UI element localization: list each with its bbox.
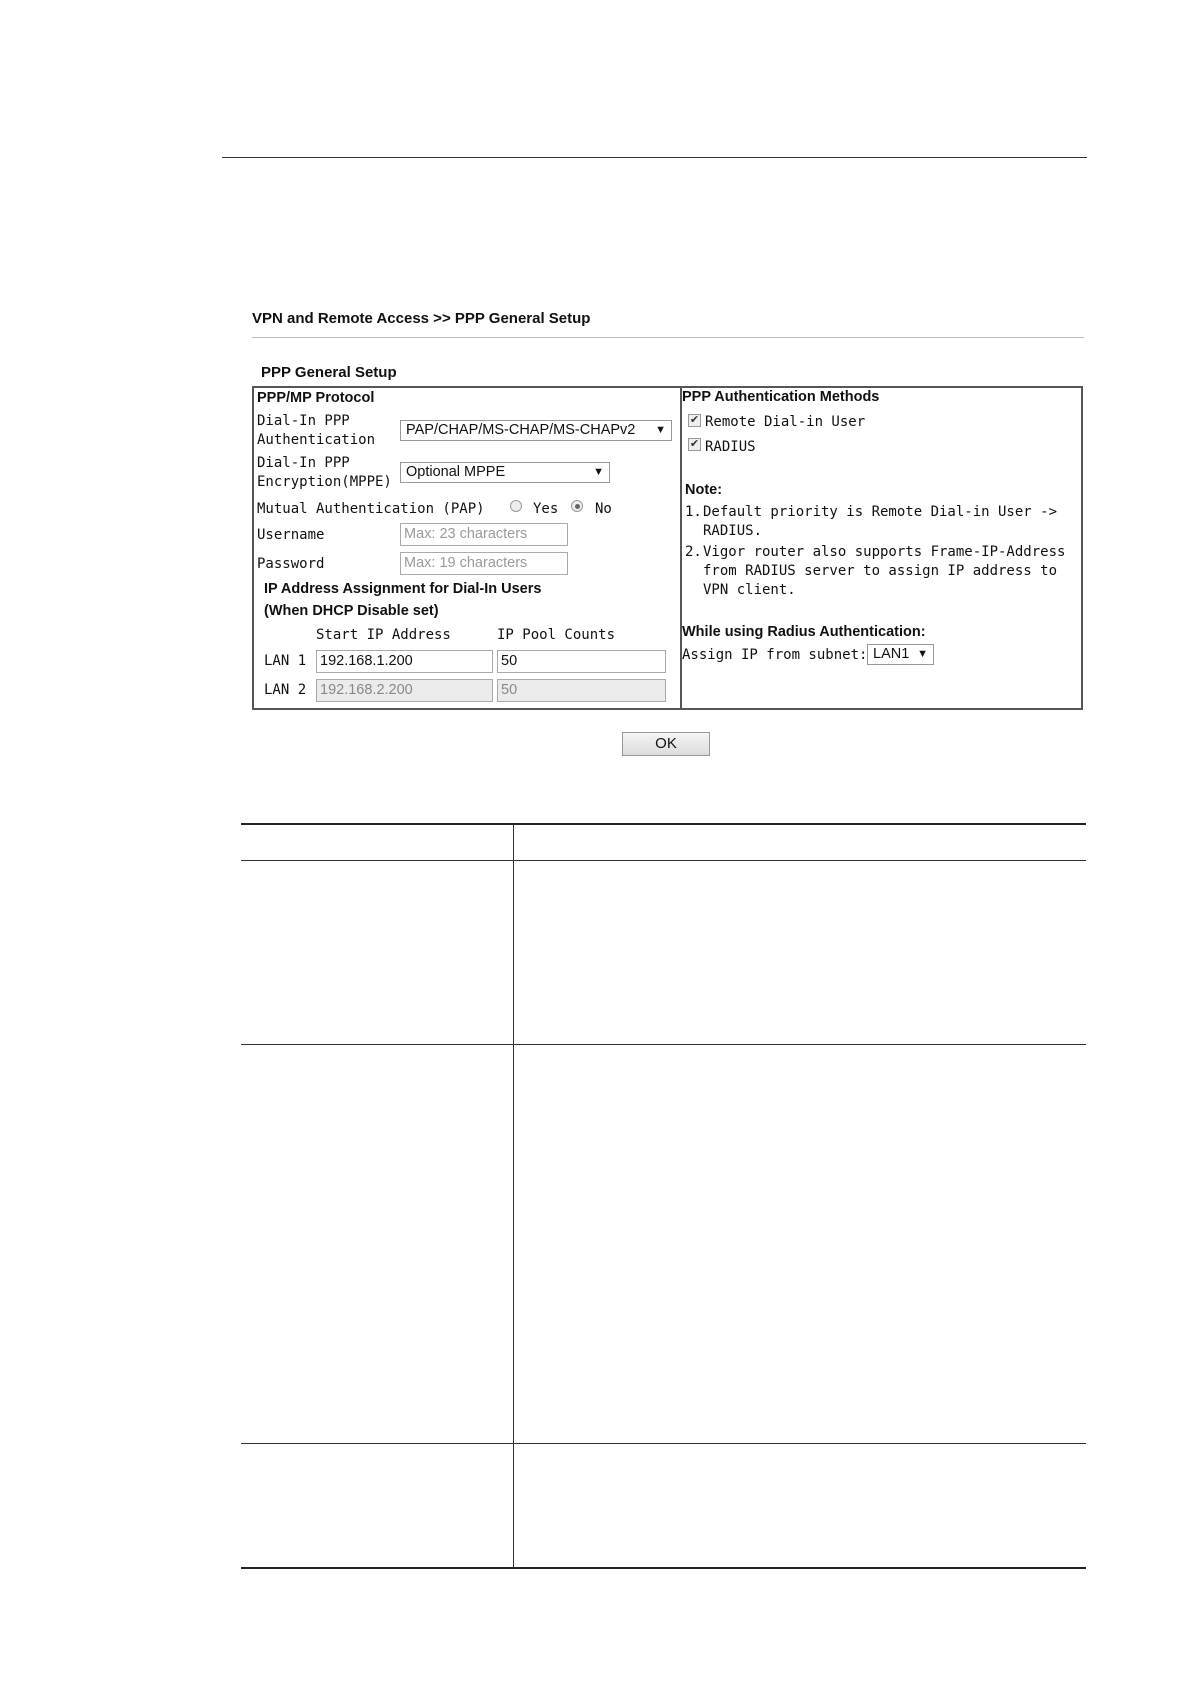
radius-label: RADIUS: [705, 439, 756, 455]
assign-subnet-select[interactable]: [867, 644, 934, 665]
page-top-rule: [222, 157, 1087, 158]
note2-line1: Vigor router also supports Frame-IP-Address: [703, 544, 1066, 560]
note2-line3: VPN client.: [703, 582, 796, 598]
note2-line2: from RADIUS server to assign IP address to: [703, 563, 1058, 579]
ok-button[interactable]: OK: [622, 732, 710, 756]
note1-number: 1.: [685, 504, 702, 520]
ppp-mp-header: PPP/MP Protocol: [257, 390, 375, 406]
mutual-auth-label: Mutual Authentication (PAP): [257, 501, 485, 517]
chevron-down-icon: ▼: [593, 466, 604, 478]
note2-number: 2.: [685, 544, 702, 560]
page-title: VPN and Remote Access >> PPP General Setup: [252, 310, 591, 327]
note1-line1: Default priority is Remote Dial-in User ->: [703, 504, 1058, 520]
dialin-enc-label-line1: Dial-In PPP: [257, 455, 350, 471]
dialin-encryption-value: Optional MPPE: [406, 464, 506, 480]
lan1-pool-count-input[interactable]: 50: [497, 650, 666, 673]
table-header-rule: [241, 860, 1086, 861]
lan2-start-ip-input: 192.168.2.200: [316, 679, 493, 702]
mutual-auth-yes-radio[interactable]: [510, 500, 522, 512]
ip-assignment-subtitle: (When DHCP Disable set): [264, 603, 439, 619]
table-row-divider-2: [241, 1443, 1086, 1444]
auth-methods-header: PPP Authentication Methods: [682, 389, 880, 405]
radius-checkbox[interactable]: ✔: [689, 438, 700, 450]
note-label: Note:: [685, 482, 723, 498]
table-bottom-rule: [241, 1567, 1086, 1569]
dialin-encryption-select[interactable]: [400, 462, 610, 483]
dialin-auth-label-line2: Authentication: [257, 432, 376, 448]
radius-auth-title: While using Radius Authentication:: [682, 624, 926, 640]
dialin-auth-select[interactable]: [400, 420, 672, 441]
username-input[interactable]: Max: 23 characters: [400, 523, 568, 546]
table-column-divider: [513, 824, 514, 1568]
dialin-auth-label-line1: Dial-In PPP: [257, 413, 350, 429]
ip-assignment-title: IP Address Assignment for Dial-In Users: [264, 581, 542, 597]
table-row-divider-1: [241, 1044, 1086, 1045]
table-top-rule: [241, 823, 1086, 825]
remote-dialin-checkbox[interactable]: ✔: [689, 414, 700, 426]
lan1-start-ip-input[interactable]: 192.168.1.200: [316, 650, 493, 673]
chevron-down-icon: ▼: [917, 648, 928, 660]
mutual-auth-no-radio[interactable]: [571, 500, 583, 512]
mutual-auth-yes-label: Yes: [533, 501, 559, 517]
remote-dialin-label: Remote Dial-in User: [705, 414, 866, 430]
dialin-auth-value: PAP/CHAP/MS-CHAP/MS-CHAPv2: [406, 422, 636, 438]
password-input[interactable]: Max: 19 characters: [400, 552, 568, 575]
section-title: PPP General Setup: [261, 364, 397, 381]
title-divider: [252, 337, 1084, 338]
start-ip-column-header: Start IP Address: [316, 627, 451, 643]
note1-line2: RADIUS.: [703, 523, 763, 539]
pool-counts-column-header: IP Pool Counts: [497, 627, 616, 643]
username-label: Username: [257, 527, 325, 543]
assign-subnet-value: LAN1: [873, 646, 910, 662]
lan2-label: LAN 2: [264, 682, 307, 698]
mutual-auth-no-label: No: [595, 501, 612, 517]
lan1-label: LAN 1: [264, 653, 307, 669]
lan2-pool-count-input: 50: [497, 679, 666, 702]
dialin-enc-label-line2: Encryption(MPPE): [257, 474, 392, 490]
chevron-down-icon: ▼: [655, 424, 666, 436]
assign-subnet-label: Assign IP from subnet:: [682, 647, 868, 663]
password-label: Password: [257, 556, 325, 572]
